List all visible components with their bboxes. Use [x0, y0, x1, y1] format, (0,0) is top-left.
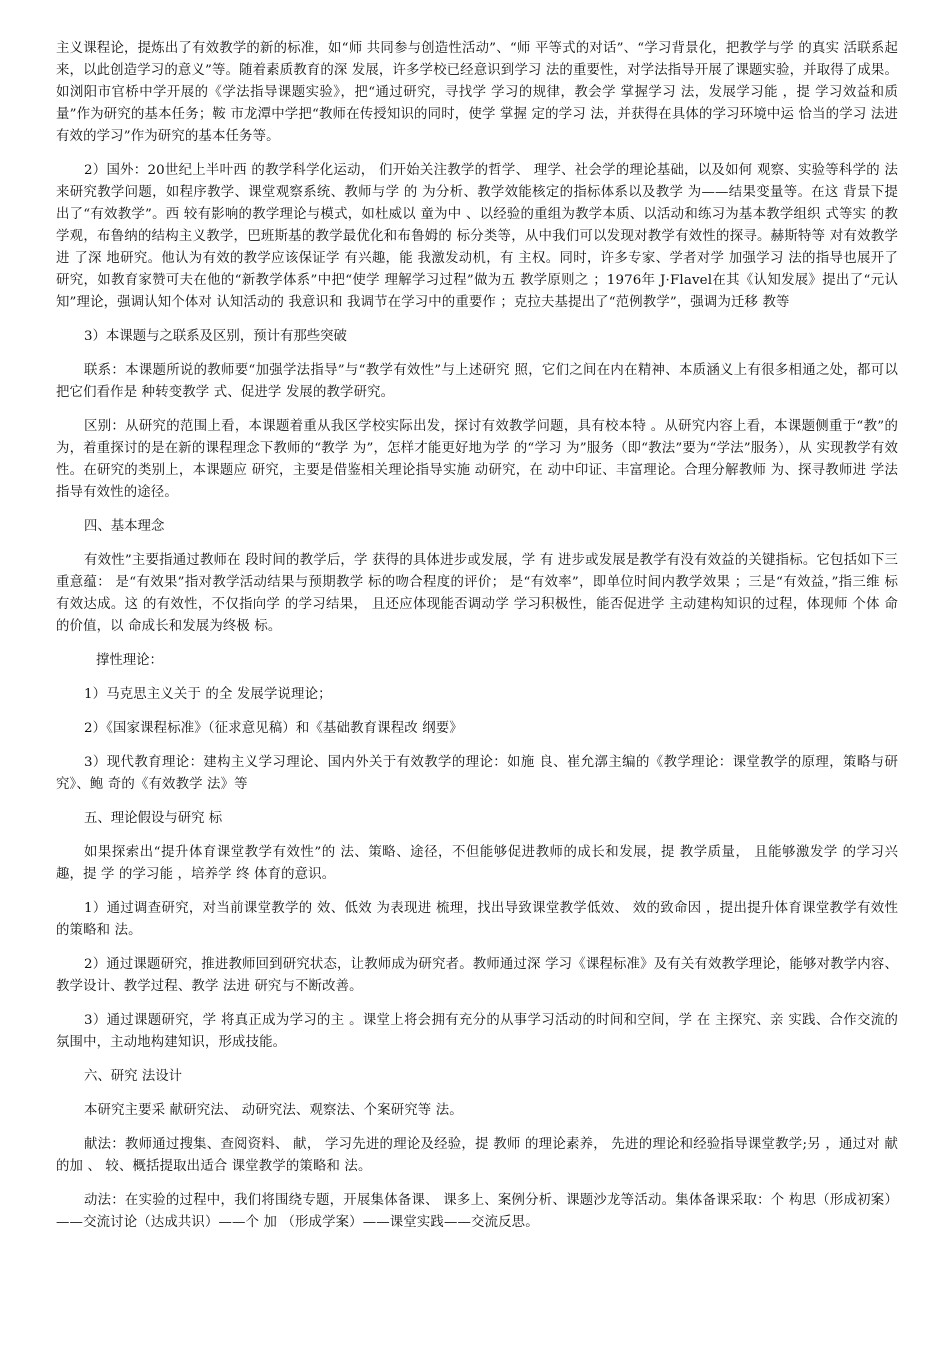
heading-hypothesis-goals: 五、理论假设与研究 标 — [84, 811, 223, 826]
paragraph-hypothesis: 如果探索出“提升体育课堂教学有效性”的 法、策略、途径，不但能够促进教师的成长和发展，提 教学质量， 且能够激发学 的学习兴趣，提 学 的学习能 ，培养学 终 体育的意识。 — [56, 845, 898, 882]
list-item-goal-1: 1）通过调查研究，对当前课堂教学的 效、低效 为表现进 梳理，找出导致课堂教学低效、 效的致命因 ，提出提升体育课堂教学有效性的策略和 法。 — [56, 901, 898, 938]
heading-relation-difference: 3）本课题与之联系及区别，预计有那些突破 — [84, 329, 347, 344]
paragraph-effectiveness: 有效性”主要指通过教师在 段时间的教学后，学 获得的具体进步或发展，学 有 进步或发展是教学有没有效益的关键指标。它包括如下三重意蕴： 是“有效果”指对教学活动结果与预期教学 标的吻合程度的评价； 是“有效率”，即单位时间内教学效果 ；三是“有效益，”指三维 标有效达成。这 的有效性，不仅指向学 的学习结果， 且还应体现能否调动学 学习积极性，能否促进学 主动建构知识的过程，体现师 个体 命的价值，以 命成长和发展为终极 标。 — [56, 553, 898, 634]
heading-research-method: 六、研究 法设计 — [84, 1069, 182, 1084]
heading-supporting-theory: 撑性理论： — [96, 653, 163, 668]
paragraph-foreign-research: 2）国外：20世纪上半叶西 的教学科学化运动， 们开始关注教学的哲学、 理学、社会学的理论基础，以及如何 观察、实验等科学的 法来研究教学问题，如程序教学、课堂观察系统、教师与学 的 为分析、教学效能核定的指标体系以及教学 为——结果变量等。在这 背景下提出了“有效教学”。西 较有影响的教学理论与模式，如杜威以 童为中 、以经验的重组为教学本质、以活动和练习为基本教学组织 式等实 的教学观，布鲁纳的结构主义教学，巴班斯基的教学最优化和布鲁姆的 标分类等，从中我们可以发现对教学有效性的探寻。赫斯特等 对有效教学 进 了深 地研究。他认为有效的教学应该保证学 有兴趣，能 我激发动机，有 主权。同时，许多专家、学者对学 加强学习 法的指导也展开了研究，如教育家赞可夫在他的“新教学体系”中把“使学 理解学习过程”做为五 教学原则之 ；1976年 J·Flavel在其《认知发展》提出了“元认知”理论，强调认知个体对 认知活动的 我意识和 我调节在学习中的重要作 ；克拉夫基提出了“范例教学”，强调为迁移 教等 — [56, 163, 898, 310]
list-item-theory-2: 2）《国家课程标准》（征求意见稿）和《基础教育课程改 纲要》 — [84, 721, 463, 736]
list-item-theory-3: 3）现代教育理论：建构主义学习理论、国内外关于有效教学的理论：如施 良、崔允漷主编的《教学理论：课堂教学的原理，策略与研究》、鲍 奇的《有效教学 法》等 — [56, 755, 898, 792]
paragraph-connection: 联系：本课题所说的教师要“加强学法指导”与“教学有效性”与上述研究 照，它们之间在内在精神、本质涵义上有很多相通之处，都可以把它们看作是 种转变教学 式、促进学 发展的教学研究。 — [56, 363, 898, 400]
paragraph-literature-method: 献法：教师通过搜集、查阅资料、 献， 学习先进的理论及经验，提 教师 的理论素养， 先进的理论和经验指导课堂教学;另 ，通过对 献的加 、 较、概括提取出适合 课堂教学的策略和 法。 — [56, 1137, 898, 1174]
list-item-theory-1: 1）马克思主义关于 的全 发展学说理论； — [84, 687, 332, 702]
paragraph-intro-continued: 主义课程论，提炼出了有效教学的新的标准，如“师 共同参与创造性活动”、“师 平等式的对话”、“学习背景化，把教学与学 的真实 活联系起来，以此创造学习的意义”等。随着素质教育的深 发展，许多学校已经意识到学习 法的重要性，对学法指导开展了课题实验，并取得了成果。如浏阳市官桥中学开展的《学法指导课题实验》，把“通过研究，寻找学 学习的规律，教会学 掌握学习 法，发展学习能 ，提 学习效益和质量”作为研究的基本任务；鞍 市龙潭中学把“教师在传授知识的同时，使学 掌握 定的学习 法，并获得在具体的学习环境中运 恰当的学习 法进 有效的学习”作为研究的基本任务等。 — [56, 41, 898, 144]
paragraph-action-method: 动法：在实验的过程中，我们将围绕专题，开展集体备课、 课多上、案例分析、课题沙龙等活动。集体备课采取：个 构思（形成初案）——交流讨论（达成共识）——个 加 （形成学案）——课堂实践——交流反思。 — [56, 1193, 898, 1230]
list-item-goal-3: 3）通过课题研究，学 将真正成为学习的主 。课堂上将会拥有充分的从事学习活动的时间和空间，学 在 主探究、亲 实践、合作交流的氛围中，主动地构建知识，形成技能。 — [56, 1013, 898, 1050]
paragraph-methods-overview: 本研究主要采 献研究法、 动研究法、观察法、个案研究等 法。 — [84, 1103, 463, 1118]
list-item-goal-2: 2）通过课题研究，推进教师回到研究状态，让教师成为研究者。教师通过深 学习《课程标准》及有关有效教学理论，能够对教学内容、教学设计、教学过程、教学 法进 研究与不断改善。 — [56, 957, 898, 994]
document-page — [56, 38, 898, 1246]
heading-basic-concept: 四、基本理念 — [84, 519, 165, 534]
paragraph-difference: 区别：从研究的范围上看，本课题着重从我区学校实际出发，探讨有效教学问题，具有校本特 。从研究内容上看，本课题侧重于“教”的 为，着重探讨的是在新的课程理念下教师的“教学 为”，怎样才能更好地为学 的“学习 为”服务（即“教法”要为“学法”服务），从 实现教学有效性。在研究的类别上，本课题应 研究，主要是借鉴相关理论指导实施 动研究，在 动中印证、丰富理论。合理分解教师 为、探寻教师进 学法指导有效性的途径。 — [56, 419, 898, 500]
